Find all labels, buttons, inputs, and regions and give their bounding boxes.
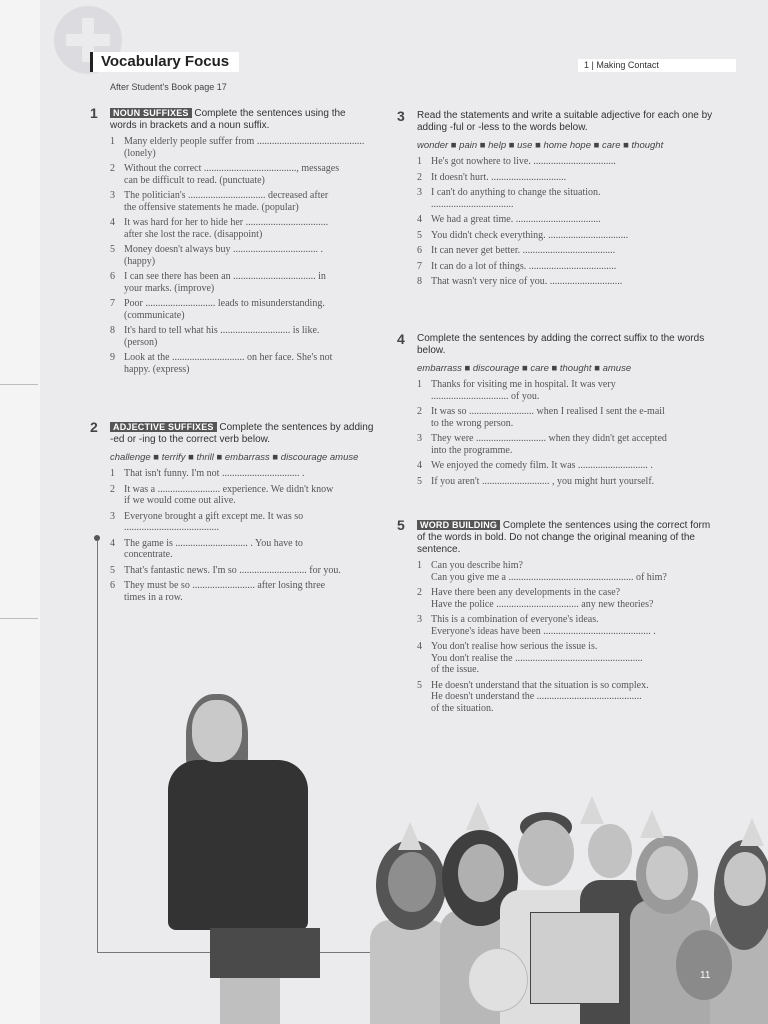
exercise-1 [90,105,372,379]
list-item: 5 Money doesn't always buy .................................. . (happy) [110,244,324,267]
exercise-number: 2 [90,419,98,435]
list-item: 2 It doesn't hurt. .............................. [417,171,567,183]
page-title: Vocabulary Focus [101,53,230,70]
list-item: 5 He doesn't understand that the situation is so complex. He doesn't understand the .......................................... of the situation. [417,679,649,714]
list-item: 9 Look at the ............................. on her face. She's not happy. (express) [110,352,333,375]
unit-label: 1 | Making Contact [578,59,736,72]
frame-line [97,540,98,952]
list-item: 2 It was a ......................... experience. We didn't know if we would come out alive. [110,483,334,506]
exercise-items [417,379,717,487]
list-item: 4 You don't realise how serious the issue is. You don't realise the ................................................... of the issue. [417,641,643,675]
list-item: 6 They must be so ......................... after losing three times in a row. [110,580,326,603]
list-item: 3 This is a combination of everyone's ideas. Everyone's ideas have been ........................................... . [417,614,656,637]
list-item: 7 It can do a lot of things. ................................... [417,260,617,272]
word-box: wonder ■ pain ■ help ■ use ■ home hope ■ care ■ thought [417,140,664,151]
exercise-number: 3 [397,108,405,124]
exercise-tag: NOUN SUFFIXES [110,108,192,118]
word-box: embarrass ■ discourage ■ care ■ thought ■ amuse [417,363,632,374]
list-item: 3 They were ............................ when they didn't get accepted into the programme. [417,433,667,456]
subheading: After Student's Book page 17 [110,82,227,92]
list-item: 8 It's hard to tell what his ............................ is like. (person) [110,325,320,348]
exercise-3 [397,108,717,292]
list-item: 4 We had a great time. .................................. [417,214,601,225]
list-item: 1 He's got nowhere to live. ................................. [417,156,616,167]
exercise-instruction: ADJECTIVE SUFFIXES Complete the sentences by adding -ed or -ing to the correct verb below. [110,422,374,445]
list-item: 2 Have there been any developments in the case? Have the police ................................. any new theories? [417,587,654,610]
exercise-instruction: Complete the sentences by adding the correct suffix to the words below. [417,333,705,356]
list-item: 3 Everyone brought a gift except me. It was so ...................................... [110,510,304,533]
scan-divider [0,384,38,385]
list-item: 6 I can see there has been an ................................. in your marks. (improve) [110,271,326,294]
list-item: 3 I can't do anything to change the situation. ................................. [417,187,601,210]
exercise-items [417,560,717,714]
list-item: 4 It was hard for her to hide her ................................. after she lost the race. (disappoint) [110,217,329,240]
list-item: 5 You didn't check everything. ................................ [417,229,629,241]
exercise-number: 5 [397,517,405,533]
list-item: 1 That isn't funny. I'm not ............................... . [110,468,305,479]
list-item: 8 That wasn't very nice of you. ............................. [417,276,623,287]
exercise-tag: ADJECTIVE SUFFIXES [110,422,217,432]
list-item: 7 Poor ............................ leads to misunderstanding. (communicate) [110,298,325,321]
exercise-4 [397,331,717,491]
list-item: 5 That's fantastic news. I'm so ........................... for you. [110,564,341,576]
list-item: 5 If you aren't ........................... , you might hurt yourself. [417,475,655,487]
exercise-instruction: Read the statements and write a suitable adjective for each one by adding -ful or -less to the words below. [417,110,713,133]
exercise-2 [90,419,378,607]
list-item: 2 Without the correct ....................................., messages can be difficult to read. (punctuate) [110,163,340,186]
word-box: challenge ■ terrify ■ thrill ■ embarrass ■ discourage amuse [110,452,359,463]
exercise-number: 1 [90,105,98,121]
list-item: 4 We enjoyed the comedy film. It was ............................ . [417,460,653,471]
exercise-5 [397,517,717,718]
exercise-items [417,156,717,288]
exercise-items [110,136,372,375]
exercise-instruction: WORD BUILDING Complete the sentences using the correct form of the words in bold. Do not change the original meaning of the sentence. [417,520,711,555]
exercise-number: 4 [397,331,405,347]
scan-divider [0,618,38,619]
gift-box-highlight [530,912,620,1004]
exercise-tag: WORD BUILDING [417,520,500,530]
title-box [90,52,239,72]
exercise-items [110,468,378,603]
exercise-instruction: NOUN SUFFIXES Complete the sentences using the words in brackets and a noun suffix. [110,108,346,131]
list-item: 1 Thanks for visiting me in hospital. It was very ............................... of you. [417,379,616,402]
workbook-page [40,0,768,1024]
list-item: 3 The politician's ............................... decreased after the offensive statements he made. (popular) [110,190,329,213]
scan-margin [0,0,40,1024]
list-item: 2 It was so .......................... when I realised I sent the e-mail to the wrong person. [417,406,665,429]
list-item: 4 The game is ............................. . You have to concentrate. [110,537,303,560]
list-item: 1 Many elderly people suffer from ........................................... (lonely) [110,136,365,159]
list-item: 6 It can never get better. ..................................... [417,245,616,256]
page-number: 11 [700,970,711,981]
list-item: 1 Can you describe him? Can you give me a .................................................. of him? [417,560,667,583]
